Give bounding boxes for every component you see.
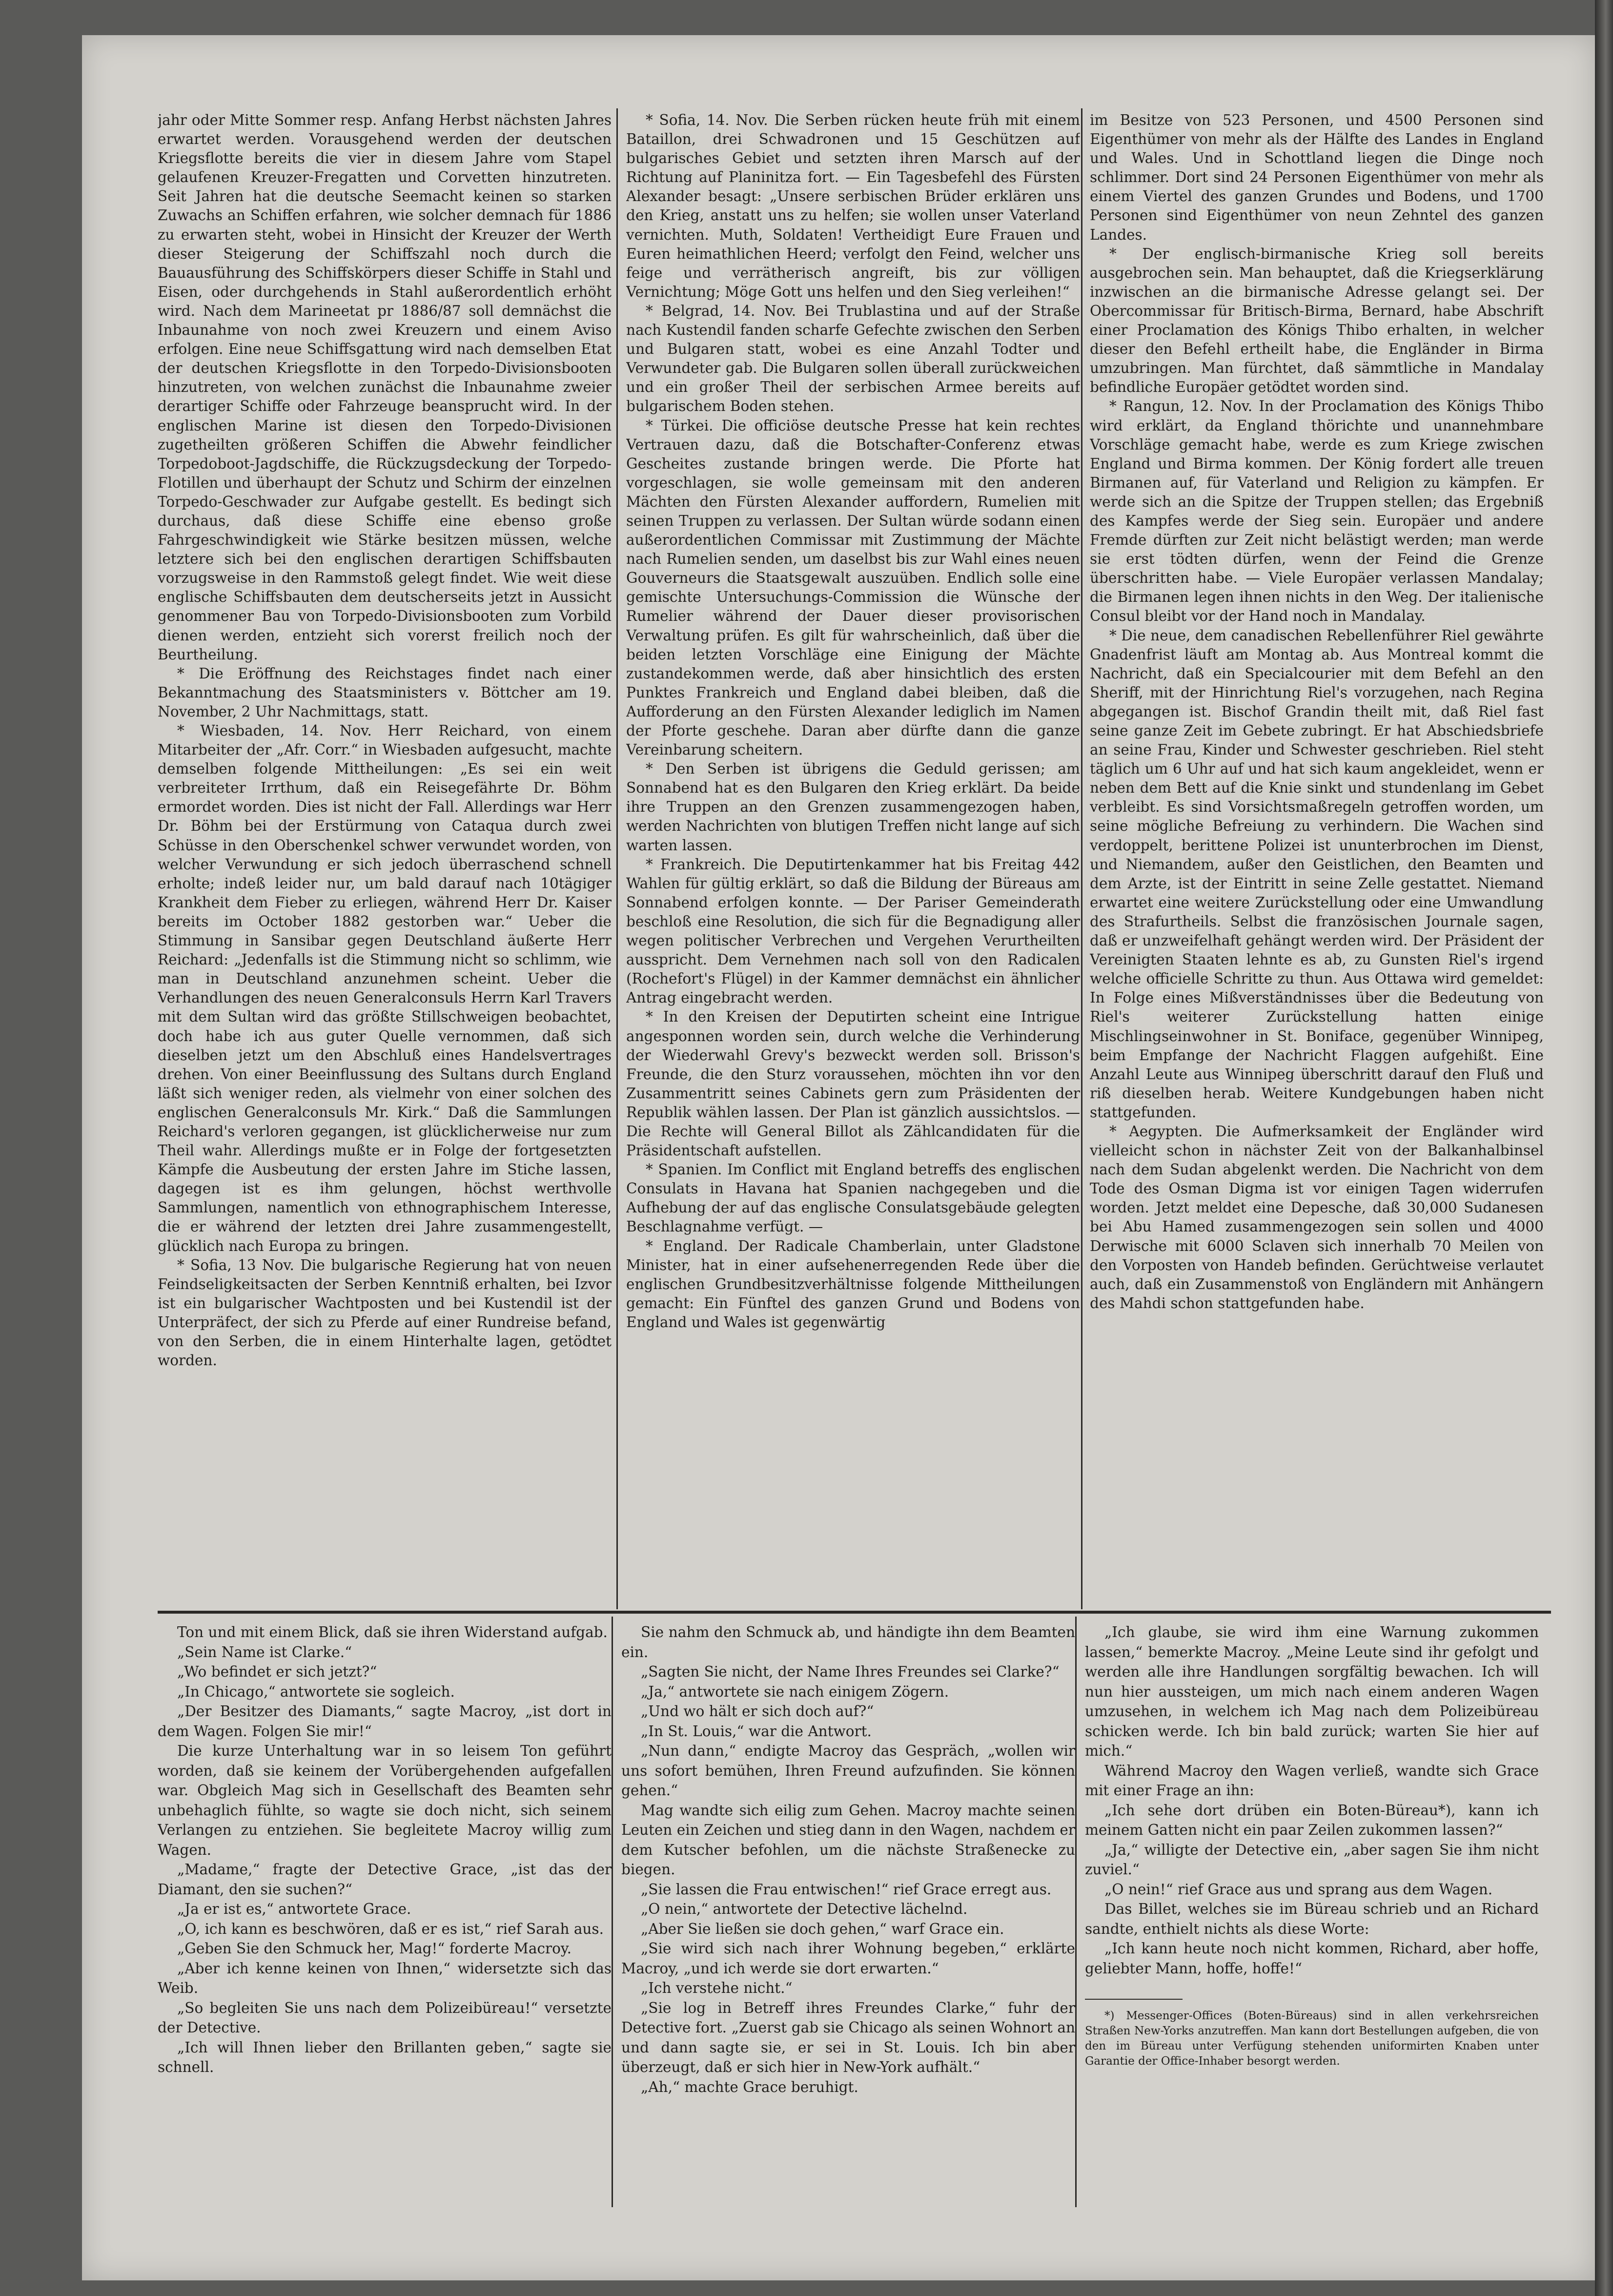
paragraph: „Ja,“ antwortete sie nach einigem Zögern.: [641, 1683, 949, 1700]
column-divider: [612, 1617, 613, 2207]
footnote-rule: [1085, 1999, 1183, 2000]
column-divider: [1081, 108, 1082, 1609]
paragraph: Sie nahm den Schmuck ab, und händigte ihn dem Beamten ein.: [621, 1624, 1075, 1660]
news-column-1: [158, 111, 612, 1607]
paragraph: „Sein Name ist Clarke.“: [177, 1643, 352, 1660]
paragraph: „Sie wird sich nach ihrer Wohnung begeben,“ erklärte Macroy, „und ich werde sie dort erwarten.“: [621, 1940, 1075, 1977]
paragraph: „O nein!“ rief Grace aus und sprang aus dem Wagen.: [1104, 1881, 1493, 1898]
column-divider: [616, 108, 618, 1609]
paragraph: * England. Der Radicale Chamberlain, unter Gladstone Minister, hat in einer aufsehenerregenden Rede über die englischen Grundbesitzverhältnisse folgende Mittheilungen gemacht: Ein Fünftel des ganzen Grund und Bodens von England und Wales ist gegenwärtig: [626, 1237, 1080, 1331]
paragraph: * Spanien. Im Conflict mit England betreffs des englischen Consulats in Havana hat Spanien nachgegeben und die Aufhebung der auf das englische Consulatsgebäude gelegten Beschlagnahme verfügt. —: [626, 1161, 1080, 1235]
paragraph: „Wo befindet er sich jetzt?“: [177, 1663, 377, 1680]
paragraph: „Ich will Ihnen lieber den Brillanten geben,“ sagte sie schnell.: [158, 2039, 612, 2075]
paragraph: „So begleiten Sie uns nach dem Polizeibüreau!“ versetzte der Detective.: [158, 1999, 612, 2036]
paragraph: „Aber Sie ließen sie doch gehen,“ warf Grace ein.: [641, 1920, 1004, 1937]
paragraph: * Sofia, 13 Nov. Die bulgarische Regierung hat von neuen Feindseligkeitsacten der Serben Kenntniß erhalten, bei Izvor ist ein bulgarischer Wachtposten und bei Kustendil ist der Unterpräfect, der sich zu Pferde auf einer Rundreise befand, von den Serben, die in einem Hinterhalte lagen, getödtet worden.: [158, 1256, 612, 1369]
paragraph: „Ich kann heute noch nicht kommen, Richard, aber hoffe, geliebter Mann, hoffe, hoffe!“: [1085, 1940, 1539, 1977]
paragraph: „Ja er ist es,“ antwortete Grace.: [177, 1901, 411, 1917]
paragraph: „In St. Louis,“ war die Antwort.: [641, 1722, 872, 1740]
feuilleton-column-3: [1085, 1622, 1539, 2203]
paragraph: „Ah,“ machte Grace beruhigt.: [641, 2078, 858, 2095]
paragraph: „Ich verstehe nicht.“: [641, 1980, 793, 1996]
paragraph: „In Chicago,“ antwortete sie sogleich.: [177, 1683, 455, 1700]
paragraph: * Rangun, 12. Nov. In der Proclamation des Königs Thibo wird erklärt, da England thörichte und unannehmbare Vorschläge gemacht habe, werde es zum Kriege zwischen England und Birma kommen. Der König fordert alle treuen Birmanen auf, für Vaterland und Religion zu kämpfen. Er werde sich an die Spitze der Truppen stellen; das Ergebniß des Kampfes werde der Sieg sein. Europäer und andere Fremde dürften zur Zeit nicht belästigt werden; man werde sie erst tödten dürfen, wenn der Feind die Grenze überschritten habe. — Viele Europäer verlassen Mandalay; die Birmanen legen ihnen nichts in den Weg. Der italienische Consul bleibt vor der Hand noch in Mandalay.: [1090, 398, 1544, 625]
paragraph: „Und wo hält er sich doch auf?“: [641, 1703, 874, 1720]
paragraph: Mag wandte sich eilig zum Gehen. Macroy machte seinen Leuten ein Zeichen und stieg dann in den Wagen, nachdem er dem Kutscher befohlen, um die nächste Straßenecke zu biegen.: [621, 1802, 1075, 1878]
paragraph: „Ich glaube, sie wird ihm eine Warnung zukommen lassen,“ bemerkte Macroy. „Meine Leute sind ihr gefolgt und werden alle ihre Handlungen sorgfältig bewachen. Ich will nun hier aussteigen, um mich nach einem anderen Wagen umzusehen, in welchem ich Mag nach dem Polizeibüreau schicken werde. Ich bin bald zurück; warten Sie hier auf mich.“: [1085, 1624, 1539, 1759]
paragraph: „Sagten Sie nicht, der Name Ihres Freundes sei Clarke?“: [641, 1663, 1060, 1680]
paragraph: „Nun dann,“ endigte Macroy das Gespräch, „wollen wir uns sofort bemühen, Ihren Freund aufzufinden. Sie können gehen.“: [621, 1742, 1075, 1799]
feuilleton-divider: [158, 1611, 1551, 1614]
paragraph: * Aegypten. Die Aufmerksamkeit der Engländer wird vielleicht schon in nächster Zeit von der Balkanhalbinsel nach dem Sudan abgelenkt werden. Die Nachricht von dem Tode des Osman Digma ist vor einigen Tagen widerrufen worden. Jetzt meldet eine Depesche, daß 30,000 Sudanesen bei Abu Hamed zusammengezogen sein sollen und 4000 Derwische mit 6000 Sclaven sich innerhalb 70 Meilen von den Vorposten von Handeb befinden. Gerüchtweise verlautet auch, daß ein Zusammenstoß von Engländern mit Anhängern des Mahdi schon stattgefunden habe.: [1090, 1123, 1544, 1312]
paragraph: Während Macroy den Wagen verließ, wandte sich Grace mit einer Frage an ihn:: [1085, 1762, 1539, 1799]
paragraph: Das Billet, welches sie im Büreau schrieb und an Richard sandte, enthielt nichts als diese Worte:: [1085, 1901, 1539, 1937]
paragraph: „Sie lassen die Frau entwischen!“ rief Grace erregt aus.: [641, 1881, 1052, 1898]
news-column-3: [1090, 111, 1544, 1607]
book-spine-edge: [1595, 0, 1613, 2296]
paragraph: jahr oder Mitte Sommer resp. Anfang Herbst nächsten Jahres erwartet werden. Vorausgehend werden der deutschen Kriegsflotte bereits die vier in diesem Jahre vom Stapel gelaufenen Kreuzer-Fregatten und Corvetten hinzutreten. Seit Jahren hat die deutsche Seemacht keinen so starken Zuwachs an Schiffen erfahren, wie solcher demnach für 1886 zu erwarten steht, wobei in Hinsicht der Kreuzer der Werth dieser Steigerung der Schiffszahl noch durch die Bauausführung des Schiffskörpers dieser Schiffe in Stahl und Eisen, oder durchgehends in Stahl außerordentlich erhöht wird. Nach dem Marineetat pr 1886/87 soll demnächst die Inbaunahme von noch zwei Kreuzern und einem Aviso erfolgen. Eine neue Schiffsgattung wird nach demselben Etat der deutschen Kriegsflotte in den Torpedo-Divisionsbooten hinzutreten, von welchen zunächst die Inbaunahme zweier derartiger Schiffe oder Fahrzeuge beansprucht wird. In der englischen Marine ist diesen den Torpedo-Divisionen zugetheilten größeren Schiffen die Abwehr feindlicher Torpedoboot-Jagdschiffe, die Rückzugsdeckung der Torpedo-Flotillen und überhaupt der Schutz und Schirm der einzelnen Torpedo-Geschwader zur Aufgabe gestellt. Es bedingt sich durchaus, daß diese Schiffe eine ebenso große Fahrgeschwindigkeit wie Stärke besitzen müssen, welche letztere sich bei den englischen derartigen Schiffsbauten vorzugsweise in den Rammstoß gelegt findet. Wie weit diese englische Schiffsbauten dem deutscherseits jetzt in Aussicht genommener Bau von Torpedo-Divisionsbooten zum Vorbild dienen werden, entzieht sich vorerst freilich noch der Beurtheilung.: [158, 112, 612, 663]
paragraph: „O, ich kann es beschwören, daß er es ist,“ rief Sarah aus.: [177, 1920, 604, 1937]
paragraph: * Die neue, dem canadischen Rebellenführer Riel gewährte Gnadenfrist läuft am Montag ab. Aus Montreal kommt die Nachricht, daß ein Specialcourier mit dem Befehl an den Sheriff, mit der Hinrichtung Riel's vorzugehen, nach Regina abgegangen ist. Bischof Grandin theilt mit, daß Riel fast seine ganze Zeit im Gebete zubringt. Er hat Abschiedsbriefe an seine Frau, Kinder und Schwester geschrieben. Riel steht täglich um 6 Uhr auf und hat sich kaum angekleidet, wenn er neben dem Bett auf die Knie sinkt und stundenlang im Gebet verbleibt. Es sind Vorsichtsmaßregeln getroffen worden, um seine mögliche Befreiung zu verhindern. Die Wachen sind verdoppelt, berittene Polizei ist ununterbrochen im Dienst, und Niemandem, außer den Geistlichen, den Beamten und dem Arzte, ist der Eintritt in seine Zelle gestattet. Niemand erwartet eine weitere Zurückstellung oder eine Umwandlung des Strafurtheils. Selbst die französischen Journale sagen, daß er unzweifelhaft gehängt werden wird. Der Präsident der Vereinigten Staaten lehnte es ab, zu Gunsten Riel's irgend welche officielle Schritte zu thun. Aus Ottawa wird gemeldet: In Folge eines Mißverständnisses über die Bedeutung von Riel's weiterer Zurückstellung hatten einige Mischlingseinwohner in St. Boniface, gegenüber Winnipeg, beim Empfange der Nachricht Flaggen aufgehißt. Eine Anzahl Leute aus Winnipeg überschritt darauf den Fluß und riß dieselben herab. Weitere Kundgebungen haben nicht stattgefunden.: [1090, 627, 1544, 1121]
paragraph: „Ja,“ willigte der Detective ein, „aber sagen Sie ihm nicht zuviel.“: [1085, 1841, 1539, 1878]
paragraph: „O nein,“ antwortete der Detective lächelnd.: [641, 1901, 968, 1917]
feuilleton-column-1: [158, 1622, 612, 2203]
paragraph: * Türkei. Die officiöse deutsche Presse hat kein rechtes Vertrauen dazu, daß die Botschafter-Conferenz etwas Gescheites zustande bringen werde. Die Pforte hat vorgeschlagen, sie wolle gemeinsam mit den anderen Mächten den Fürsten Alexander auffordern, Rumelien mit seinen Truppen zu verlassen. Der Sultan würde sodann einen außerordentlichen Commissar mit Zustimmung der Mächte nach Rumelien senden, um daselbst bis zur Wahl eines neuen Gouverneurs die Staatsgewalt auszuüben. Endlich solle eine gemischte Untersuchungs-Commission die Wünsche der Rumelier während der Dauer dieser provisorischen Verwaltung prüfen. Es gilt für wahrscheinlich, daß über die beiden letzten Vorschläge eine Einigung der Mächte zustandekommen werde, daß aber hinsichtlich des ersten Punktes Frankreich und England dabei bleiben, daß die Aufforderung an den Fürsten Alexander lediglich im Namen der Pforte geschehe. Daran aber dürfte dann die ganze Vereinbarung scheitern.: [626, 417, 1080, 758]
paragraph: * Den Serben ist übrigens die Geduld gerissen; am Sonnabend hat es den Bulgaren den Krieg erklärt. Da beide ihre Truppen an den Grenzen zusammengezogen haben, werden Nachrichten von blutigen Treffen nicht lange auf sich warten lassen.: [626, 760, 1080, 854]
paragraph: * Die Eröffnung des Reichstages findet nach einer Bekanntmachung des Staatsministers v. Böttcher am 19. November, 2 Uhr Nachmittags, statt.: [158, 665, 612, 720]
footnote: *) Messenger-Offices (Boten-Büreaus) sind in allen verkehrsreichen Straßen New-Yorks anzutreffen. Man kann dort Bestellungen aufgeben, die von den im Büreau unter Verfügung stehenden uniformirten Knaben unter Garantie der Office-Inhaber besorgt werden.: [1085, 2009, 1539, 2068]
paragraph: * In den Kreisen der Deputirten scheint eine Intrigue angesponnen worden sein, durch welche die Verhinderung der Wiederwahl Grevy's bezweckt werden soll. Brisson's Freunde, die den Sturz voraussehen, möchten ihn vor den Zusammentritt seines Cabinets gern zum Präsidenten der Republik wählen lassen. Der Plan ist gänzlich aussichtslos. — Die Rechte will General Billot als Zählcandidaten für die Präsidentschaft aufstellen.: [626, 1008, 1080, 1159]
newspaper-page: [82, 35, 1595, 2280]
paragraph: „Madame,“ fragte der Detective Grace, „ist das der Diamant, den sie suchen?“: [158, 1861, 612, 1898]
paragraph: * Sofia, 14. Nov. Die Serben rücken heute früh mit einem Bataillon, drei Schwadronen und 15 Geschützen auf bulgarisches Gebiet und setzten ihren Marsch auf der Richtung auf Planinitza fort. — Ein Tagesbefehl des Fürsten Alexander besagt: „Unsere serbischen Brüder erklären uns den Krieg, anstatt uns zu helfen; sie wollen unser Vaterland vernichten. Muth, Soldaten! Vertheidigt Eure Frauen und Euren heimathlichen Heerd; verfolgt den Feind, welcher uns feige und verrätherisch angreift, bis zur völligen Vernichtung; Möge Gott uns helfen und den Sieg verleihen!“: [626, 112, 1080, 300]
paragraph: * Belgrad, 14. Nov. Bei Trublastina und auf der Straße nach Kustendil fanden scharfe Gefechte zwischen den Serben und Bulgaren statt, wobei es eine Anzahl Todter und Verwundeter gab. Die Bulgaren sollen überall zurückweichen und ein großer Theil der serbischen Armee bereits auf bulgarischem Boden stehen.: [626, 302, 1080, 415]
paragraph: * Wiesbaden, 14. Nov. Herr Reichard, von einem Mitarbeiter der „Afr. Corr.“ in Wiesbaden aufgesucht, machte demselben folgende Mittheilungen: „Es sei ein weit verbreiteter Irrthum, daß ein Reisegefährte Dr. Böhm ermordet worden. Dies ist nicht der Fall. Allerdings war Herr Dr. Böhm bei der Erstürmung von Cataqua durch zwei Schüsse in den Oberschenkel schwer verwundet worden, von welcher Verwundung er sich jedoch überraschend schnell erholte; indeß leider nur, um bald darauf nach 10tägiger Krankheit dem Fieber zu erliegen, während Herr Dr. Kaiser bereits im October 1882 gestorben war.“ Ueber die Stimmung in Sansibar gegen Deutschland äußerte Herr Reichard: „Jedenfalls ist die Stimmung nicht so schlimm, wie man in Deutschland anzunehmen scheint. Ueber die Verhandlungen des neuen Generalconsuls Herrn Karl Travers mit dem Sultan wird das größte Stillschweigen beobachtet, doch habe ich aus guter Quelle vernommen, daß sich dieselben jetzt um den Abschluß eines Handelsvertrages drehen. Von einer Beeinflussung des Sultans durch England läßt sich weniger reden, als vielmehr von einer solchen des englischen Generalconsuls Mr. Kirk.“ Daß die Sammlungen Reichard's verloren gegangen, ist glücklicherweise nur zum Theil wahr. Allerdings mußte er in Folge der fortgesetzten Kämpfe die Ausbeutung der ersten Jahre im Stiche lassen, dagegen ist es ihm gelungen, höchst werthvolle Sammlungen, namentlich von ethnographischem Interesse, die er während der letzten drei Jahre zusammengestellt, glücklich nach Europa zu bringen.: [158, 722, 612, 1254]
paragraph: „Geben Sie den Schmuck her, Mag!“ forderte Macroy.: [177, 1940, 572, 1957]
paragraph: „Aber ich kenne keinen von Ihnen,“ widersetzte sich das Weib.: [158, 1960, 612, 1996]
paragraph: „Ich sehe dort drüben ein Boten-Büreau*), kann ich meinem Gatten nicht ein paar Zeilen zukommen lassen?“: [1085, 1802, 1539, 1838]
news-column-2: [626, 111, 1080, 1607]
paragraph: „Sie log in Betreff ihres Freundes Clarke,“ fuhr der Detective fort. „Zuerst gab sie Chicago als seinen Wohnort an und dann sagte sie, er sei in St. Louis. Ich bin aber überzeugt, daß er sich hier in New-York aufhält.“: [621, 1999, 1075, 2075]
paragraph: Ton und mit einem Blick, daß sie ihren Widerstand aufgab.: [177, 1624, 608, 1640]
column-divider: [1075, 1617, 1077, 2207]
paragraph: * Der englisch-birmanische Krieg soll bereits ausgebrochen sein. Man behauptet, daß die Kriegserklärung inzwischen an die birmanische Adresse gelangt sei. Der Obercommissar für Britisch-Birma, Bernard, habe Abschrift einer Proclamation des Königs Thibo erhalten, in welcher dieser den Befehl ertheilt habe, die Engländer in Birma umzubringen. Man fürchtet, daß sämmtliche in Mandalay befindliche Europäer getödtet worden sind.: [1090, 245, 1544, 396]
feuilleton-column-2: [621, 1622, 1075, 2203]
paragraph: Die kurze Unterhaltung war in so leisem Ton geführt worden, daß sie keinem der Vorübergehenden aufgefallen war. Obgleich Mag sich in Gesellschaft des Beamten sehr unbehaglich fühlte, so wagte sie doch nicht, sich seinem Verlangen zu entziehen. Sie begleitete Macroy willig zum Wagen.: [158, 1742, 612, 1858]
paragraph: im Besitze von 523 Personen, und 4500 Personen sind Eigenthümer von mehr als der Hälfte des Landes in England und Wales. Und in Schottland liegen die Dinge noch schlimmer. Dort sind 24 Personen Eigenthümer von mehr als einem Viertel des ganzen Grundes und Bodens, und 1700 Personen sind Eigenthümer von neun Zehntel des ganzen Landes.: [1090, 112, 1544, 243]
paragraph: * Frankreich. Die Deputirtenkammer hat bis Freitag 442 Wahlen für gültig erklärt, so daß die Bildung der Büreaus am Sonnabend erfolgen konnte. — Der Pariser Gemeinderath beschloß eine Resolution, die sich für die Begnadigung aller wegen politischer Verbrechen und Vergehen Verurtheilten ausspricht. Dem Vernehmen nach soll von den Radicalen (Rochefort's Flügel) in der Kammer demnächst ein ähnlicher Antrag eingebracht werden.: [626, 856, 1080, 1006]
paragraph: „Der Besitzer des Diamants,“ sagte Macroy, „ist dort in dem Wagen. Folgen Sie mir!“: [158, 1703, 612, 1740]
